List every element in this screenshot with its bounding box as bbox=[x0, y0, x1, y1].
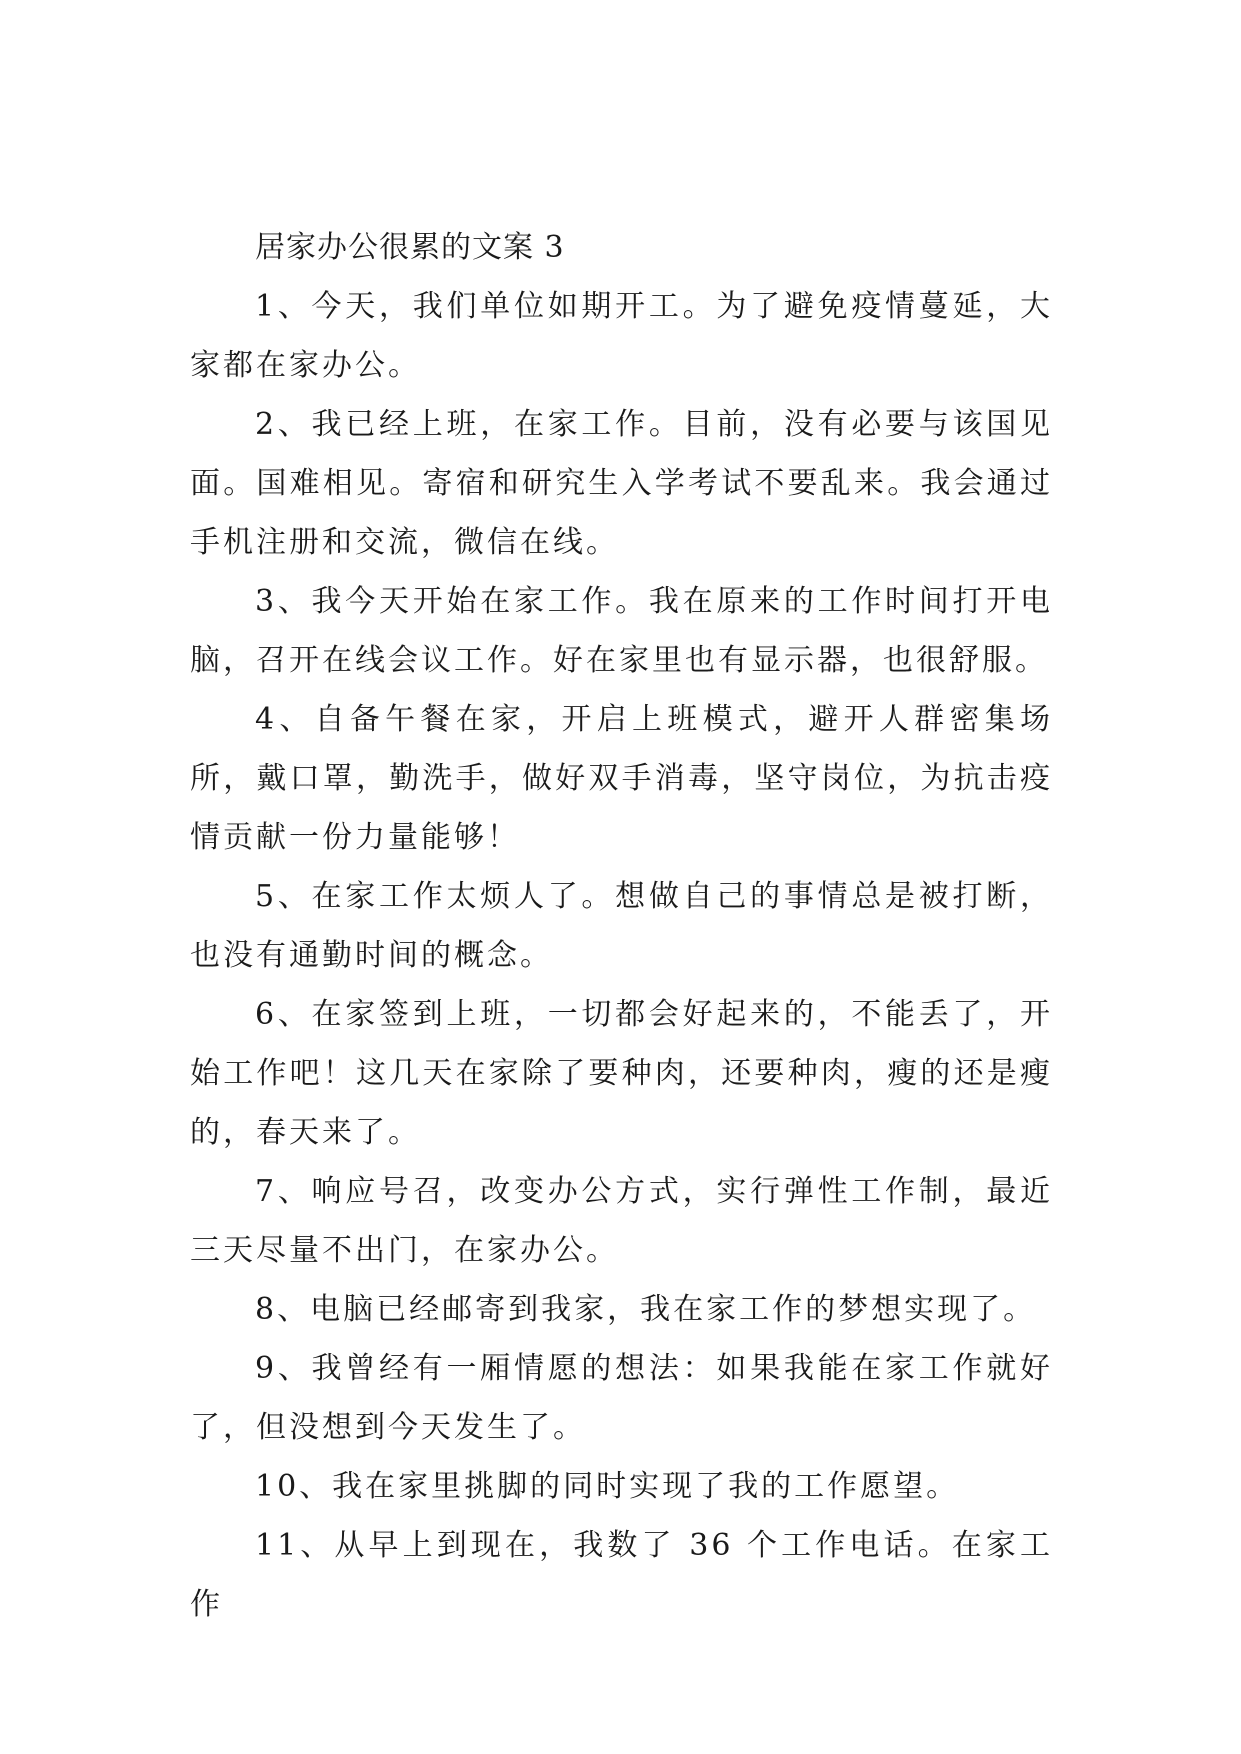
paragraph-3: 3、我今天开始在家工作。我在原来的工作时间打开电脑，召开在线会议工作。好在家里也有显示器，也很舒服。 bbox=[190, 584, 1053, 678]
document-title: 居家办公很累的文案 3 bbox=[255, 230, 565, 265]
document-page bbox=[190, 218, 1053, 1634]
paragraph-11: 11、从早上到现在，我数了 36 个工作电话。在家工作 bbox=[190, 1528, 1053, 1622]
paragraph-10: 10、我在家里挑脚的同时实现了我的工作愿望。 bbox=[255, 1469, 960, 1504]
paragraph-6: 6、在家签到上班，一切都会好起来的，不能丢了，开始工作吧！这几天在家除了要种肉，还要种肉，瘦的还是瘦的，春天来了。 bbox=[190, 997, 1053, 1150]
paragraph-1: 1、今天，我们单位如期开工。为了避免疫情蔓延，大家都在家办公。 bbox=[190, 289, 1053, 383]
paragraph-9: 9、我曾经有一厢情愿的想法：如果我能在家工作就好了，但没想到今天发生了。 bbox=[190, 1351, 1053, 1445]
paragraph-5: 5、在家工作太烦人了。想做自己的事情总是被打断，也没有通勤时间的概念。 bbox=[190, 879, 1053, 973]
paragraph-2: 2、我已经上班，在家工作。目前，没有必要与该国见面。国难相见。寄宿和研究生入学考试不要乱来。我会通过手机注册和交流，微信在线。 bbox=[190, 407, 1053, 560]
paragraph-4: 4、自备午餐在家，开启上班模式，避开人群密集场所，戴口罩，勤洗手，做好双手消毒，坚守岗位，为抗击疫情贡献一份力量能够！ bbox=[190, 702, 1053, 855]
paragraph-8: 8、电脑已经邮寄到我家，我在家工作的梦想实现了。 bbox=[255, 1292, 1037, 1327]
paragraph-7: 7、响应号召，改变办公方式，实行弹性工作制，最近三天尽量不出门，在家办公。 bbox=[190, 1174, 1053, 1268]
